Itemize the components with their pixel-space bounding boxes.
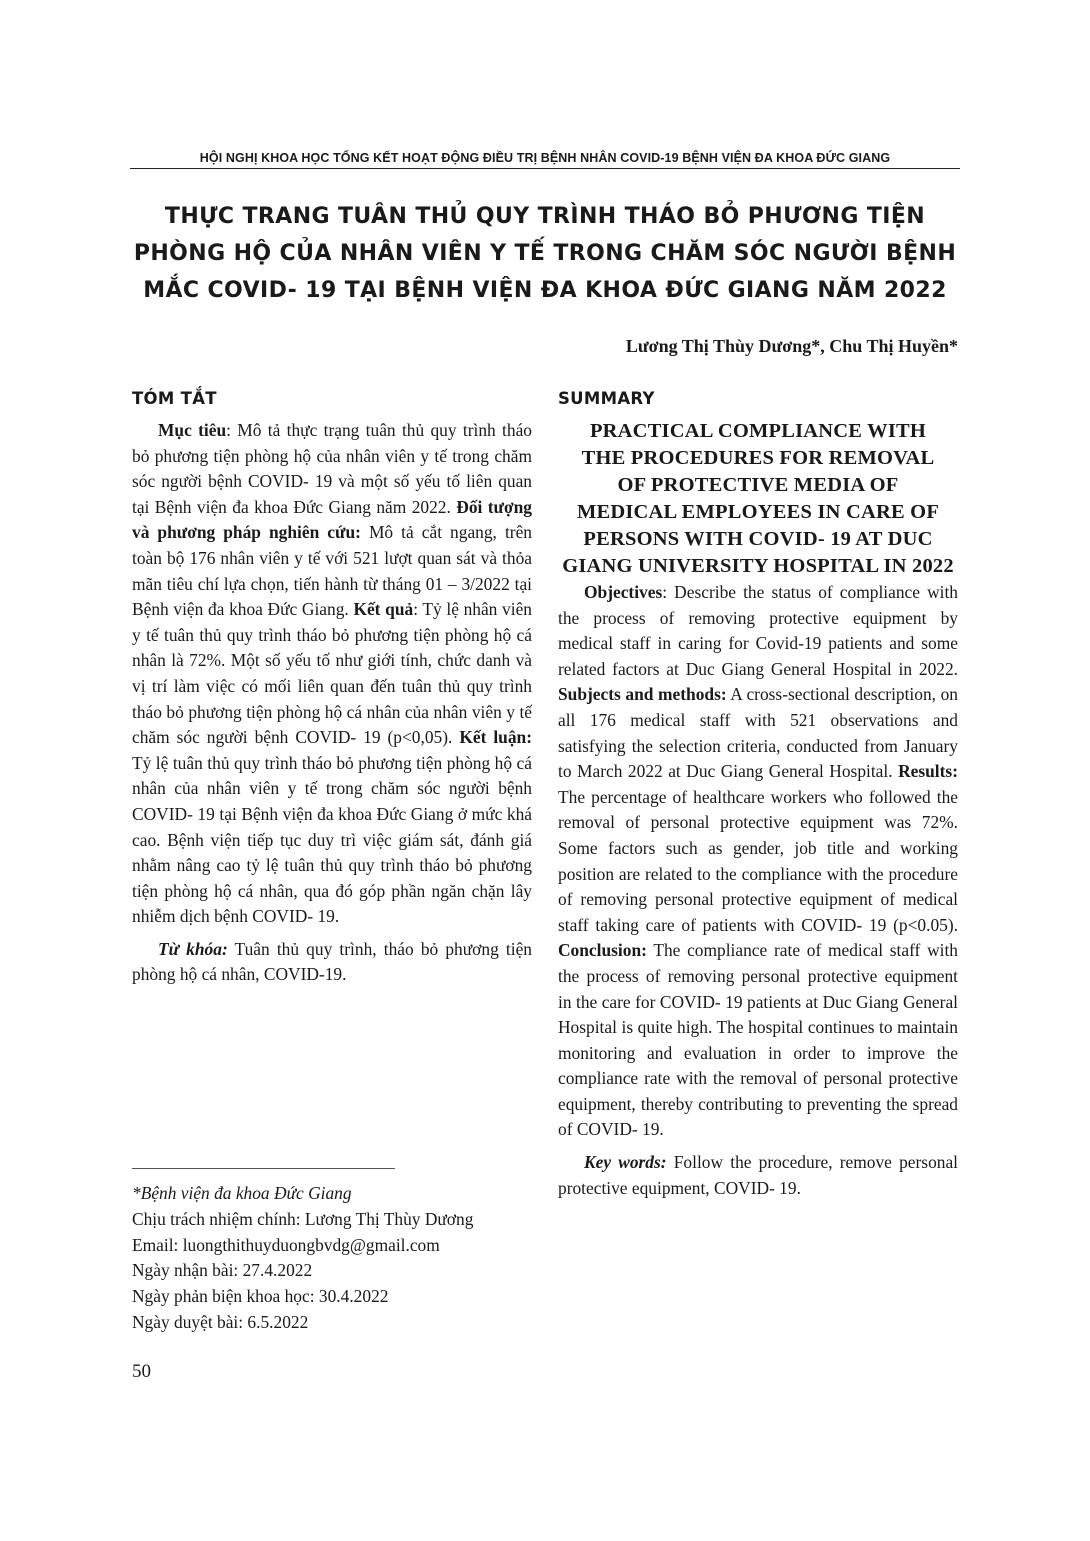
en-abstract-body (558, 580, 958, 1143)
running-header: HỘI NGHỊ KHOA HỌC TỔNG KẾT HOẠT ĐỘNG ĐIỀU TRỊ BỆNH NHÂN COVID-19 BỆNH VIỆN ĐA KHOA ĐỨC GIANG (199, 151, 891, 165)
en-keywords (558, 1150, 958, 1201)
vi-abstract (132, 388, 532, 988)
conclusion-label: Kết luận: (459, 727, 533, 748)
objectives-text: : Describe the status of compliance with the process of removing protective equipment by medical staff in caring for Covid-19 patients and some related factors at Duc Giang General Hospital in 2022. (558, 582, 958, 679)
english-title-line: PERSONS WITH COVID- 19 AT DUC (583, 528, 933, 550)
header-rule (130, 168, 960, 169)
english-title-line: MEDICAL EMPLOYEES IN CARE OF (576, 501, 940, 523)
title-line: MẮC COVID- 19 TẠI BỆNH VIỆN ĐA KHOA ĐỨC GIANG NĂM 2022 (143, 278, 947, 303)
results-label: Results: (898, 761, 958, 782)
en-abstract-heading: SUMMARY (558, 389, 655, 408)
title-line: PHÒNG HỘ CỦA NHÂN VIÊN Y TẾ TRONG CHĂM SÓC NGƯỜI BỆNH (133, 241, 957, 266)
english-title-line: PRACTICAL COMPLIANCE WITH (589, 420, 927, 442)
vi-abstract-body (132, 418, 532, 930)
vi-abstract-heading: TÓM TẮT (132, 389, 217, 408)
methods-text: A cross-sectional description, on all 176 medical staff with 521 observations and satisfying the selection criteria, conducted from January to March 2022 at Duc Giang General Hospital. (558, 684, 958, 782)
keywords-text: Follow the procedure, remove personal protective equipment, COVID- 19. (558, 1152, 959, 1198)
email-address: Email: luongthithuyduongbvdg@gmail.com (132, 1234, 440, 1255)
keywords-text: Tuân thủ quy trình, tháo bỏ phương tiện phòng hộ cá nhân, COVID-19. (132, 938, 532, 985)
footnotes (132, 1181, 473, 1336)
objective-text: : Mô tả thực trạng tuân thủ quy trình tháo bỏ phương tiện phòng hộ của nhân viên y tế trong chăm sóc người bệnh COVID- 19 và một số yếu tố liên quan tại Bệnh viện đa khoa Đức Giang năm 2022. (132, 420, 532, 517)
page-number: 50 (132, 1361, 151, 1382)
english-title-line: OF PROTECTIVE MEDIA OF (617, 474, 899, 496)
results-label: Kết quả (353, 599, 414, 620)
conclusion-text: Tỷ lệ tuân thủ quy trình tháo bỏ phương tiện phòng hộ cá nhân của nhân viên y tế trong chăm sóc người bệnh COVID- 19 tại Bệnh viện đa khoa Đức Giang ở mức khá cao. Bệnh viện tiếp tục duy trì việc giám sát, đánh giá nhằm nâng cao tỷ lệ tuân thủ quy trình tháo bỏ phương tiện phòng hộ cá nhân, qua đó góp phần ngăn chặn lây nhiễm dịch bệnh COVID- 19. (132, 752, 532, 927)
received-date: Ngày nhận bài: 27.4.2022 (132, 1260, 313, 1281)
objective-label: Mục tiêu (158, 420, 227, 440)
methods-label: Subjects and methods: (558, 684, 727, 705)
title-line: THỰC TRANG TUÂN THỦ QUY TRÌNH THÁO BỎ PHƯƠNG TIỆN (164, 204, 926, 229)
methods-label: Đối tượng và phương pháp nghiên cứu: (132, 496, 532, 543)
english-title-line: GIANG UNIVERSITY HOSPITAL IN 2022 (562, 555, 954, 577)
review-date: Ngày phản biện khoa học: 30.4.2022 (132, 1286, 389, 1307)
results-text: : Tỷ lệ nhân viên y tế tuân thủ quy trình tháo bỏ phương tiện phòng hộ cá nhân là 72%. Một số yếu tố như giới tính, chức danh và vị trí làm việc có mối liên quan đến tuân thủ quy trình tháo bỏ phương tiện phòng hộ cá nhân của nhân viên y tế chăm sóc người bệnh COVID- 19 (p<0,05). (132, 599, 532, 748)
english-title (558, 418, 958, 580)
en-abstract (558, 388, 958, 1201)
paper-title (130, 198, 960, 309)
footnote-rule (132, 1168, 395, 1169)
affiliation-note: *Bệnh viện đa khoa Đức Giang (132, 1183, 352, 1203)
conclusion-text: The compliance rate of medical staff with the process of removing personal protective equipment in the care for COVID- 19 patients at Duc Giang General Hospital is quite high. The hospital continues to maintain monitoring and evaluation in order to improve the compliance rate with the removal of personal protective equipment, thereby contributing to preventing the spread of COVID- 19. (558, 940, 958, 1140)
objectives-label: Objectives (584, 582, 663, 602)
english-title-line: THE PROCEDURES FOR REMOVAL (581, 447, 935, 469)
vi-keywords (132, 937, 532, 988)
authors: Lương Thị Thùy Dương*, Chu Thị Huyền* (625, 336, 958, 356)
conclusion-label: Conclusion: (558, 940, 647, 961)
accepted-date: Ngày duyệt bài: 6.5.2022 (132, 1311, 309, 1332)
results-text: The percentage of healthcare workers who followed the removal of personal protective equipment was 72%. Some factors such as gender, job title and working position are related to the compliance with the procedure of removing personal protective equipment of medical staff taking care of patients with COVID- 19 (p<0.05). (558, 786, 958, 935)
responsible-author: Chịu trách nhiệm chính: Lương Thị Thùy Dương (132, 1208, 474, 1229)
keywords-label: Từ khóa: (158, 938, 228, 959)
keywords-label: Key words: (584, 1152, 667, 1173)
methods-text: Mô tả cắt ngang, trên toàn bộ 176 nhân viên y tế với 521 lượt quan sát và thỏa mãn tiêu chí lựa chọn, tiến hành từ tháng 01 – 3/2022 tại Bệnh viện đa khoa Đức Giang. (132, 522, 532, 620)
